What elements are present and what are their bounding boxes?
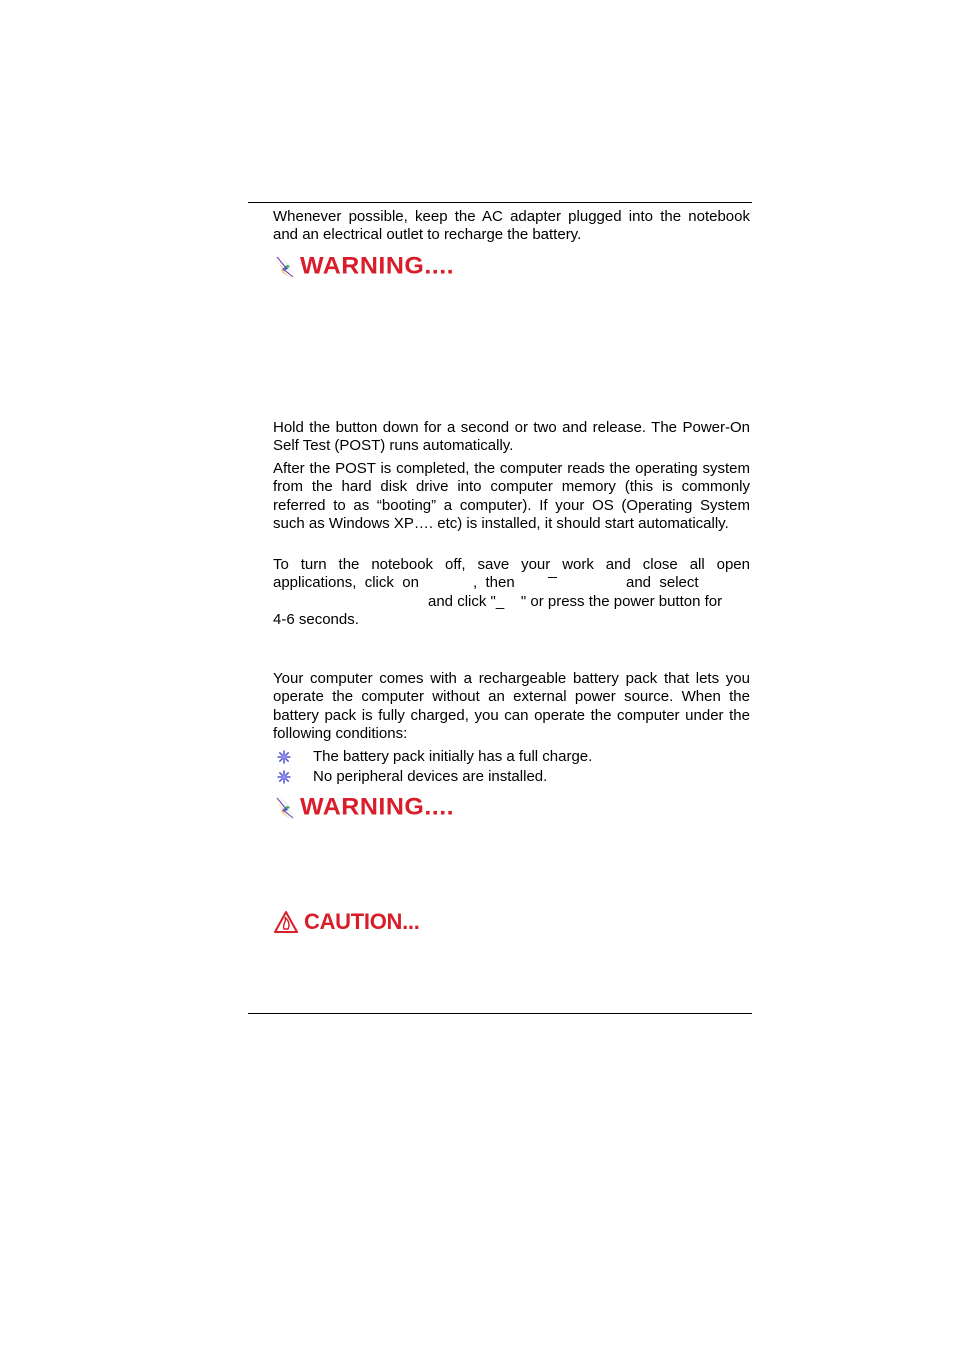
- turn-off-line2-part3: and select: [626, 574, 699, 591]
- caution-label: CAUTION...: [304, 909, 420, 934]
- caution-badge: [274, 910, 420, 934]
- bullet-item-full-charge: The battery pack initially has a full charge.: [313, 748, 593, 765]
- warning-badge-1: [274, 253, 454, 279]
- warning-label: WARNING....: [300, 252, 455, 279]
- warning-arrows-icon: [274, 253, 298, 279]
- turn-off-line3: and click "_ " or press the power button for: [428, 593, 723, 610]
- caution-triangle-icon: [274, 910, 298, 934]
- warning-badge-2: [274, 794, 454, 820]
- paragraph-turn-off-line1: To turn the notebook off, save your work and close all open: [273, 556, 750, 573]
- bullet-item-no-peripherals: No peripheral devices are installed.: [313, 768, 548, 785]
- turn-off-line4: 4-6 seconds.: [273, 611, 359, 628]
- paragraph-ac-adapter: Whenever possible, keep the AC adapter plugged into the notebook and an electrical outlet to recharge the battery.: [273, 208, 750, 244]
- menu-underscore-mark: [548, 577, 557, 578]
- turn-off-line2-part1: applications, click on: [273, 574, 419, 591]
- paragraph-battery-pack: Your computer comes with a rechargeable battery pack that lets you operate the computer without an external power source. When the battery pack is fully charged, you can operate the computer under the following conditions:: [273, 670, 750, 743]
- top-rule: [248, 202, 752, 203]
- bullet-star-icon: [276, 769, 292, 785]
- bottom-rule: [248, 1013, 752, 1014]
- bullet-star-icon: [276, 749, 292, 765]
- paragraph-post: After the POST is completed, the computer reads the operating system from the hard disk drive into computer memory (this is commonly referred to as “booting” a computer). If your OS (Operating System such as Windows XP…. etc) is installed, it should start automatically.: [273, 460, 750, 533]
- warning-arrows-icon: [274, 794, 298, 820]
- paragraph-hold-button: Hold the button down for a second or two and release. The Power-On Self Test (POST) runs automatically.: [273, 419, 750, 455]
- turn-off-line2-part2: , then: [473, 574, 515, 591]
- warning-label: WARNING....: [300, 793, 455, 820]
